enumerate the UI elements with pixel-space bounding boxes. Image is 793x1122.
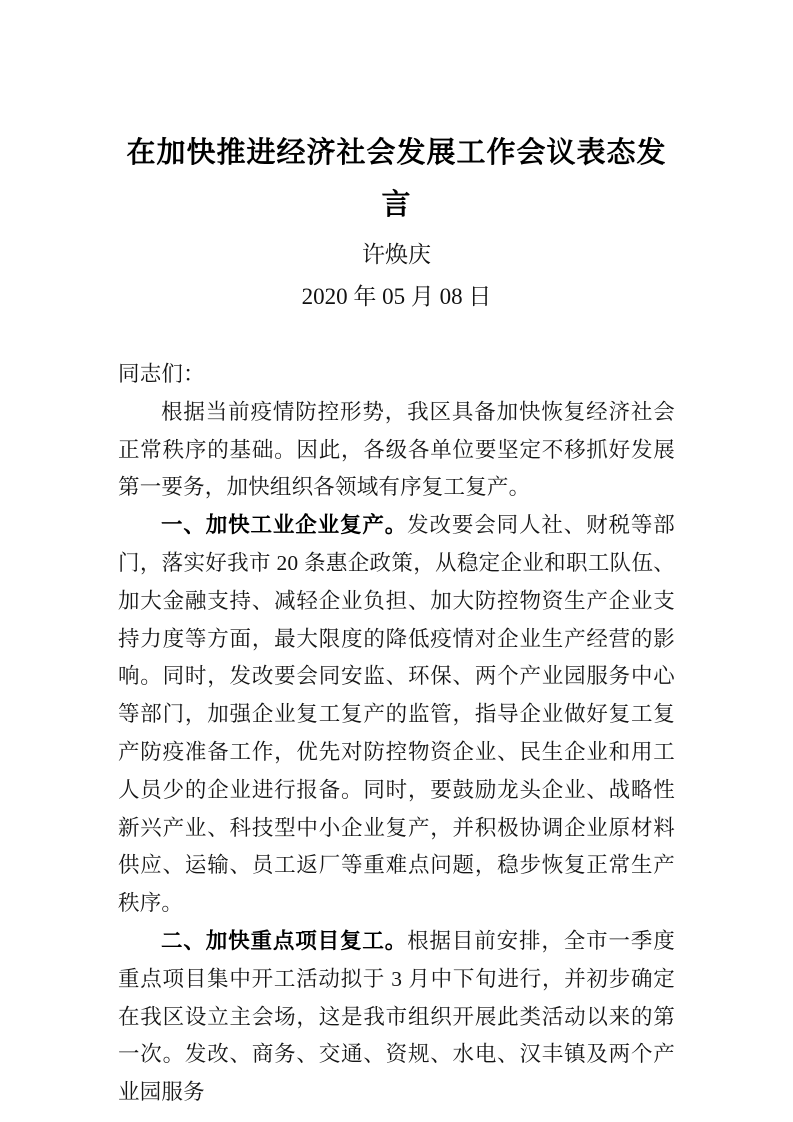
- paragraph-section-2: [118, 923, 675, 1112]
- section-2-heading: 二、加快重点项目复工。: [161, 928, 408, 954]
- document-date: 2020 年 05 月 08 日: [301, 284, 492, 309]
- document-title: [118, 126, 675, 230]
- document-author: 许焕庆: [362, 242, 431, 267]
- document-body: [118, 356, 675, 1112]
- document-title-line1: 在加快推进经济社会发展工作会议表态发: [126, 135, 667, 169]
- paragraph-intro: [118, 394, 675, 507]
- document-title-line2: 言: [381, 187, 412, 221]
- section-1-heading: 一、加快工业企业复产。: [161, 513, 408, 539]
- paragraph-text: 发改要会同人社、财税等部门，落实好我市 20 条惠企政策，从稳定企业和职工队伍、加大金融支持、减轻企业负担、加大防控物资生产企业支持力度等方面，最大限度的降低疫情对企业生产经营的影响。同时，发改要会同安监、环保、两个产业园服务中心等部门，加强企业复工复产的监管，指导企业做好复工复产防疫准备工作，优先对防控物资企业、民生企业和用工人员少的企业进行报备。同时，要鼓励龙头企业、战略性新兴产业、科技型中小企业复产，并积极协调企业原材料供应、运输、员工返厂等重难点问题，稳步恢复正常生产秩序。: [118, 513, 676, 916]
- salutation: 同志们：: [118, 362, 205, 386]
- paragraph-text: 根据当前疫情防控形势，我区具备加快恢复经济社会正常秩序的基础。因此，各级各单位要坚定不移抓好发展第一要务，加快组织各领域有序复工复产。: [118, 399, 675, 500]
- paragraph-section-1: [118, 507, 675, 923]
- paragraph-text: 根据目前安排，全市一季度重点项目集中开工活动拟于 3 月中下旬进行，并初步确定在我区设立主会场，这是我市组织开展此类活动以来的第一次。发改、商务、交通、资规、水电、汉丰镇及两个产业园服务: [118, 928, 676, 1105]
